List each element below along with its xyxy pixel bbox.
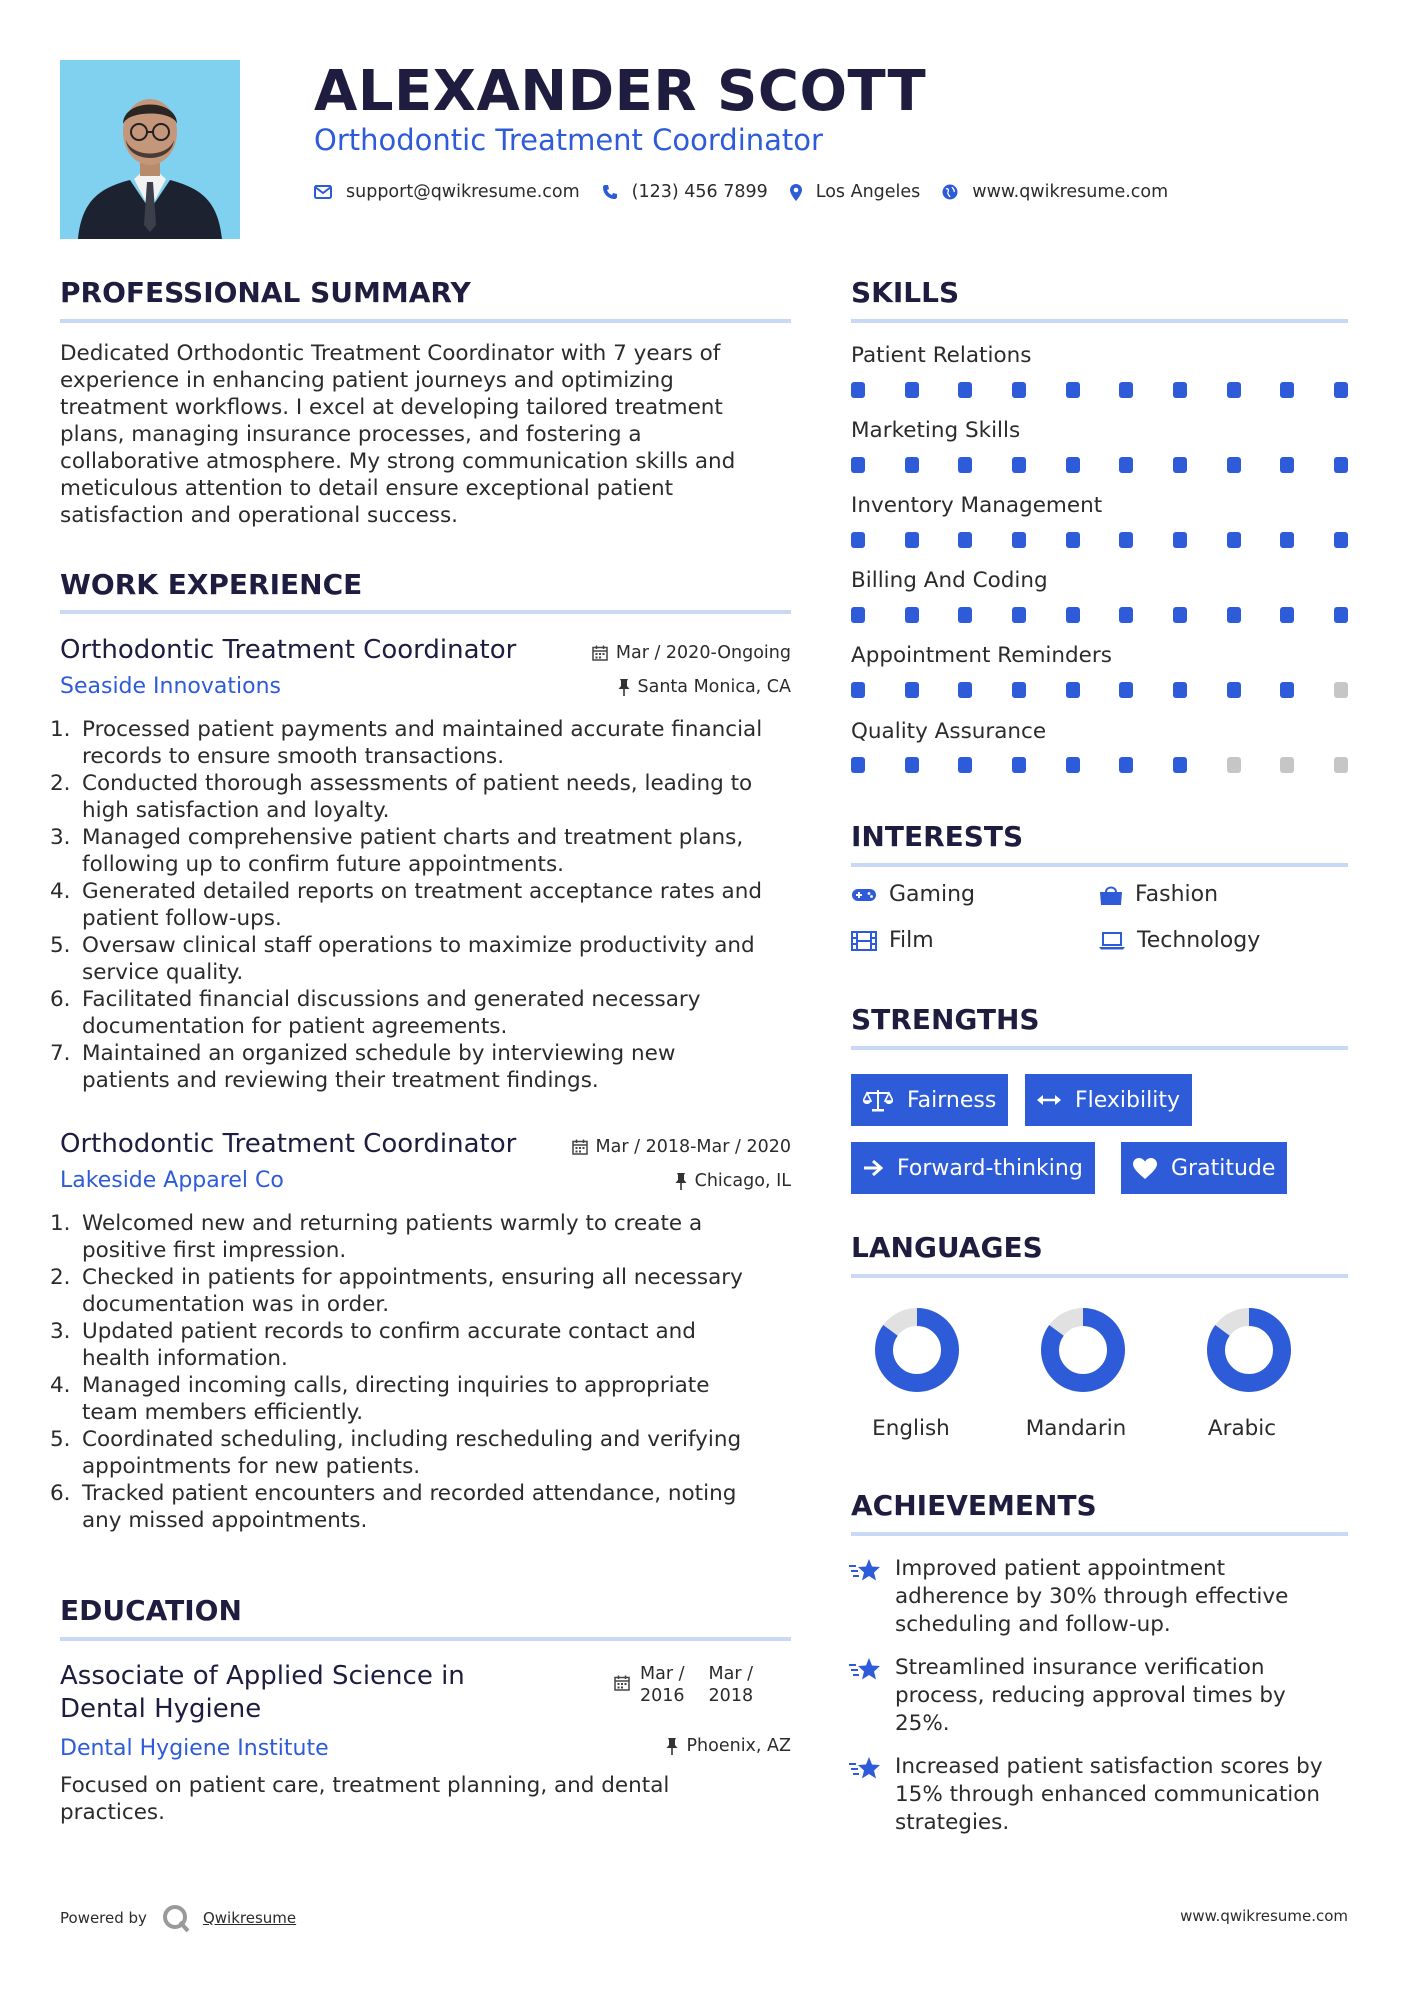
heart-icon [1133, 1158, 1157, 1179]
interest-label: Fashion [1135, 882, 1219, 907]
summary-heading: PROFESSIONAL SUMMARY [60, 276, 471, 309]
list-item: 2. Conducted thorough assessments of patient needs, leading to high satisfaction and loyalty. [50, 771, 753, 823]
skill-dot-filled [905, 457, 919, 473]
interest-film [851, 928, 934, 953]
skill-rating-dots [851, 382, 1348, 398]
list-item: 6. Tracked patient encounters and recorded attendance, noting any missed appointments. [50, 1481, 737, 1533]
skill-dot-filled [1280, 532, 1294, 548]
skill-dot-empty [1334, 757, 1348, 773]
globe-icon [942, 184, 958, 200]
skill-dot-filled [958, 682, 972, 698]
contact-phone[interactable] [602, 182, 768, 202]
achievements-heading: ACHIEVEMENTS [851, 1489, 1097, 1522]
powered-by [60, 1903, 296, 1933]
skill-dot-filled [1066, 607, 1080, 623]
job-1-duties [50, 716, 791, 1094]
contact-email[interactable] [314, 182, 580, 202]
degree-line: Dental Hygiene [60, 1694, 262, 1724]
profile-photo [60, 60, 240, 239]
list-item: 7. Maintained an organized schedule by interviewing new patients and reviewing their treatment findings. [50, 1041, 676, 1093]
skill-dot-filled [1227, 382, 1241, 398]
email-text: support@qwikresume.com [346, 182, 580, 202]
skill-dot-filled [958, 607, 972, 623]
skill-name: Patient Relations [851, 343, 1032, 368]
candidate-title: Orthodontic Treatment Coordinator [314, 123, 823, 157]
skill-dot-filled [1066, 757, 1080, 773]
skill-dot-filled [1173, 682, 1187, 698]
edu-desc-line: Focused on patient care, treatment planning, and dental [60, 1773, 670, 1798]
list-item: 2. Checked in patients for appointments, ensuring all necessary documentation was in order. [50, 1265, 743, 1317]
language-ring-mandarin [1050, 1317, 1116, 1383]
skill-dot-filled [1280, 682, 1294, 698]
skill-dot-filled [1012, 382, 1026, 398]
education-location-text: Phoenix, AZ [686, 1736, 791, 1756]
website-text: www.qwikresume.com [972, 182, 1169, 202]
strengths-rule [851, 1046, 1348, 1050]
skill-dot-filled [1012, 757, 1026, 773]
summary-line: Dedicated Orthodontic Treatment Coordinator with 7 years of [60, 341, 721, 366]
list-item: 3. Managed comprehensive patient charts and treatment plans, following up to confirm future appointments. [50, 825, 744, 877]
skill-dot-filled [1280, 607, 1294, 623]
skill-dot-filled [1227, 682, 1241, 698]
skill-dot-filled [1012, 682, 1026, 698]
summary-line: experience in enhancing patient journeys and optimizing [60, 368, 674, 393]
skill-dot-filled [1173, 607, 1187, 623]
skill-dot-filled [851, 382, 865, 398]
achievement-item: Improved patient appointment adherence by 30% through effective scheduling and follow-up. [849, 1555, 1349, 1639]
interest-technology [1099, 928, 1260, 953]
interest-label: Film [889, 928, 934, 953]
education-location [666, 1736, 791, 1756]
skill-rating-dots [851, 757, 1348, 773]
skill-dot-filled [1012, 457, 1026, 473]
education-rule [60, 1637, 791, 1641]
skill-dot-filled [1119, 682, 1133, 698]
skill-dot-empty [1334, 682, 1348, 698]
skill-dot-filled [851, 757, 865, 773]
skill-name: Inventory Management [851, 493, 1103, 518]
skill-rating-dots [851, 457, 1348, 473]
laptop-icon [1099, 932, 1125, 950]
strength-label: Flexibility [1075, 1087, 1180, 1113]
job-1-location-text: Santa Monica, CA [637, 677, 791, 697]
gamepad-icon [851, 887, 877, 903]
job-2-company[interactable]: Lakeside Apparel Co [60, 1168, 284, 1193]
skill-name: Billing And Coding [851, 568, 1048, 593]
skill-dot-filled [1173, 457, 1187, 473]
star-badge-icon [849, 1656, 881, 1682]
skill-dot-filled [1173, 532, 1187, 548]
skill-dot-filled [1334, 382, 1348, 398]
skill-dot-filled [1012, 607, 1026, 623]
job-2-duties [50, 1210, 791, 1534]
skill-dot-filled [851, 682, 865, 698]
skill-dot-filled [905, 607, 919, 623]
degree-line: Associate of Applied Science in [60, 1661, 465, 1691]
job-2-dates-text: Mar / 2018-Mar / 2020 [595, 1137, 791, 1157]
skill-dot-filled [1280, 382, 1294, 398]
skill-dot-filled [1119, 757, 1133, 773]
list-item: 5. Oversaw clinical staff operations to maximize productivity and service quality. [50, 933, 755, 985]
arrow-right-icon [863, 1159, 883, 1177]
skill-name: Quality Assurance [851, 719, 1047, 744]
language-ring-arabic [1216, 1317, 1282, 1383]
skill-dot-filled [905, 682, 919, 698]
pushpin-icon [618, 679, 630, 696]
film-icon [851, 931, 877, 951]
skill-dot-filled [905, 757, 919, 773]
qwikresume-logo-icon [161, 1903, 191, 1933]
job-2-dates [572, 1137, 791, 1157]
skill-dot-filled [1012, 532, 1026, 548]
summary-line: satisfaction and operational success. [60, 503, 458, 528]
edu-desc-line: practices. [60, 1800, 165, 1825]
list-item: 3. Updated patient records to confirm accurate contact and health information. [50, 1319, 696, 1371]
achievement-item: Increased patient satisfaction scores by 15% through enhanced communication strategies. [849, 1753, 1349, 1837]
education-heading: EDUCATION [60, 1594, 242, 1627]
strength-chip-gratitude [1121, 1142, 1287, 1194]
skill-dot-filled [1119, 607, 1133, 623]
skill-dot-filled [851, 457, 865, 473]
star-badge-icon [849, 1755, 881, 1781]
skill-dot-filled [1173, 757, 1187, 773]
experience-rule [60, 610, 791, 614]
edu-start-year: 2016 [640, 1686, 685, 1706]
language-label: Arabic [1207, 1416, 1277, 1441]
skill-dot-filled [1066, 532, 1080, 548]
shopping-bag-icon [1099, 884, 1123, 906]
location-text: Los Angeles [815, 182, 921, 202]
calendar-icon [572, 1139, 588, 1155]
brand-link[interactable]: Qwikresume [202, 1909, 297, 1927]
skill-rating-dots [851, 607, 1348, 623]
strength-label: Forward-thinking [897, 1155, 1083, 1181]
education-dates [614, 1663, 753, 1707]
skills-heading: SKILLS [851, 276, 960, 309]
list-item: 6. Facilitated financial discussions and generated necessary documentation for patient agreements. [50, 987, 701, 1039]
list-item: 4. Managed incoming calls, directing inquiries to appropriate team members efficiently. [50, 1373, 710, 1425]
job-1-company[interactable]: Seaside Innovations [60, 674, 281, 699]
powered-by-text: Powered by [60, 1909, 147, 1927]
interests-heading: INTERESTS [851, 820, 1024, 853]
map-pin-icon [790, 184, 802, 201]
language-ring-english [884, 1317, 950, 1383]
list-item: 5. Coordinated scheduling, including rescheduling and verifying appointments for new patients. [50, 1427, 742, 1479]
strength-chip-flexibility [1025, 1074, 1192, 1126]
education-description [60, 1772, 791, 1826]
job-2-location-text: Chicago, IL [694, 1171, 791, 1191]
skill-dot-filled [1119, 532, 1133, 548]
skill-dot-filled [1334, 607, 1348, 623]
candidate-name: ALEXANDER SCOTT [314, 59, 927, 124]
footer-website[interactable]: www.qwikresume.com [1180, 1907, 1348, 1925]
skill-rating-dots [851, 682, 1348, 698]
skill-dot-empty [1227, 757, 1241, 773]
school-name[interactable]: Dental Hygiene Institute [60, 1736, 329, 1761]
skill-name: Marketing Skills [851, 418, 1021, 443]
balance-scale-icon [863, 1088, 893, 1112]
interest-gaming [851, 882, 975, 907]
skill-dot-filled [958, 382, 972, 398]
strength-label: Gratitude [1171, 1155, 1276, 1181]
skill-dot-filled [958, 457, 972, 473]
strength-chip-forward-thinking [851, 1142, 1095, 1194]
pushpin-icon [666, 1738, 678, 1755]
interest-label: Technology [1137, 928, 1261, 953]
list-item: 1. Welcomed new and returning patients warmly to create a positive first impression. [50, 1211, 703, 1263]
degree-title [60, 1660, 465, 1726]
pushpin-icon [675, 1173, 687, 1190]
contact-website[interactable] [942, 182, 1168, 202]
star-badge-icon [849, 1557, 881, 1583]
skill-rating-dots [851, 532, 1348, 548]
edu-end-month: Mar / [708, 1664, 754, 1684]
skill-dot-filled [958, 757, 972, 773]
calendar-icon [614, 1675, 630, 1691]
interest-fashion [1099, 882, 1218, 907]
skill-dot-filled [1280, 457, 1294, 473]
summary-rule [60, 319, 791, 323]
list-item: 4. Generated detailed reports on treatment acceptance rates and patient follow-ups. [50, 879, 763, 931]
job-1-dates-text: Mar / 2020-Ongoing [615, 643, 791, 663]
interests-rule [851, 863, 1348, 867]
list-item: 1. Processed patient payments and maintained accurate financial records to ensure smooth transactions. [50, 717, 763, 769]
summary-line: meticulous attention to detail ensure exceptional patient [60, 476, 674, 501]
language-label: Mandarin [1025, 1416, 1127, 1441]
strength-chip-fairness [851, 1074, 1008, 1126]
skill-dot-filled [1227, 532, 1241, 548]
strength-label: Fairness [907, 1087, 997, 1113]
strengths-heading: STRENGTHS [851, 1003, 1040, 1036]
skill-dot-filled [1066, 457, 1080, 473]
summary-line: collaborative atmosphere. My strong communication skills and [60, 449, 736, 474]
interest-label: Gaming [889, 882, 975, 907]
languages-rule [851, 1274, 1348, 1278]
skill-dot-filled [1227, 457, 1241, 473]
skill-dot-filled [1066, 382, 1080, 398]
skill-dot-filled [851, 532, 865, 548]
skill-dot-filled [1334, 532, 1348, 548]
job-1-title: Orthodontic Treatment Coordinator [60, 635, 517, 665]
job-2-location [675, 1171, 791, 1191]
skill-dot-filled [1119, 382, 1133, 398]
phone-icon [602, 184, 618, 200]
achievement-item: Streamlined insurance verification process, reducing approval times by 25%. [849, 1654, 1349, 1738]
arrows-horizontal-icon [1037, 1093, 1061, 1107]
language-label: English [872, 1416, 950, 1441]
skill-dot-filled [905, 382, 919, 398]
job-2-title: Orthodontic Treatment Coordinator [60, 1129, 517, 1159]
phone-text: (123) 456 7899 [631, 182, 768, 202]
summary-text [60, 340, 791, 529]
contact-bar [314, 179, 1190, 205]
envelope-icon [314, 185, 332, 199]
skill-dot-filled [905, 532, 919, 548]
skill-dot-filled [958, 532, 972, 548]
skill-dot-empty [1280, 757, 1294, 773]
skill-name: Appointment Reminders [851, 643, 1112, 668]
job-1-dates [592, 643, 791, 663]
skill-dot-filled [1227, 607, 1241, 623]
summary-line: plans, managing insurance processes, and fostering a [60, 422, 642, 447]
skill-dot-filled [1119, 457, 1133, 473]
summary-line: treatment workflows. I excel at developing tailored treatment [60, 395, 723, 420]
skill-dot-filled [1334, 457, 1348, 473]
job-1-location [618, 677, 792, 697]
languages-heading: LANGUAGES [851, 1231, 1043, 1264]
experience-heading: WORK EXPERIENCE [60, 568, 363, 601]
skill-dot-filled [851, 607, 865, 623]
calendar-icon [592, 645, 608, 661]
skills-rule [851, 319, 1348, 323]
achievements-rule [851, 1532, 1348, 1536]
skill-dot-filled [1173, 382, 1187, 398]
contact-location [790, 182, 921, 202]
edu-start-month: Mar / [640, 1664, 685, 1684]
edu-end-year: 2018 [708, 1686, 754, 1706]
skill-dot-filled [1066, 682, 1080, 698]
